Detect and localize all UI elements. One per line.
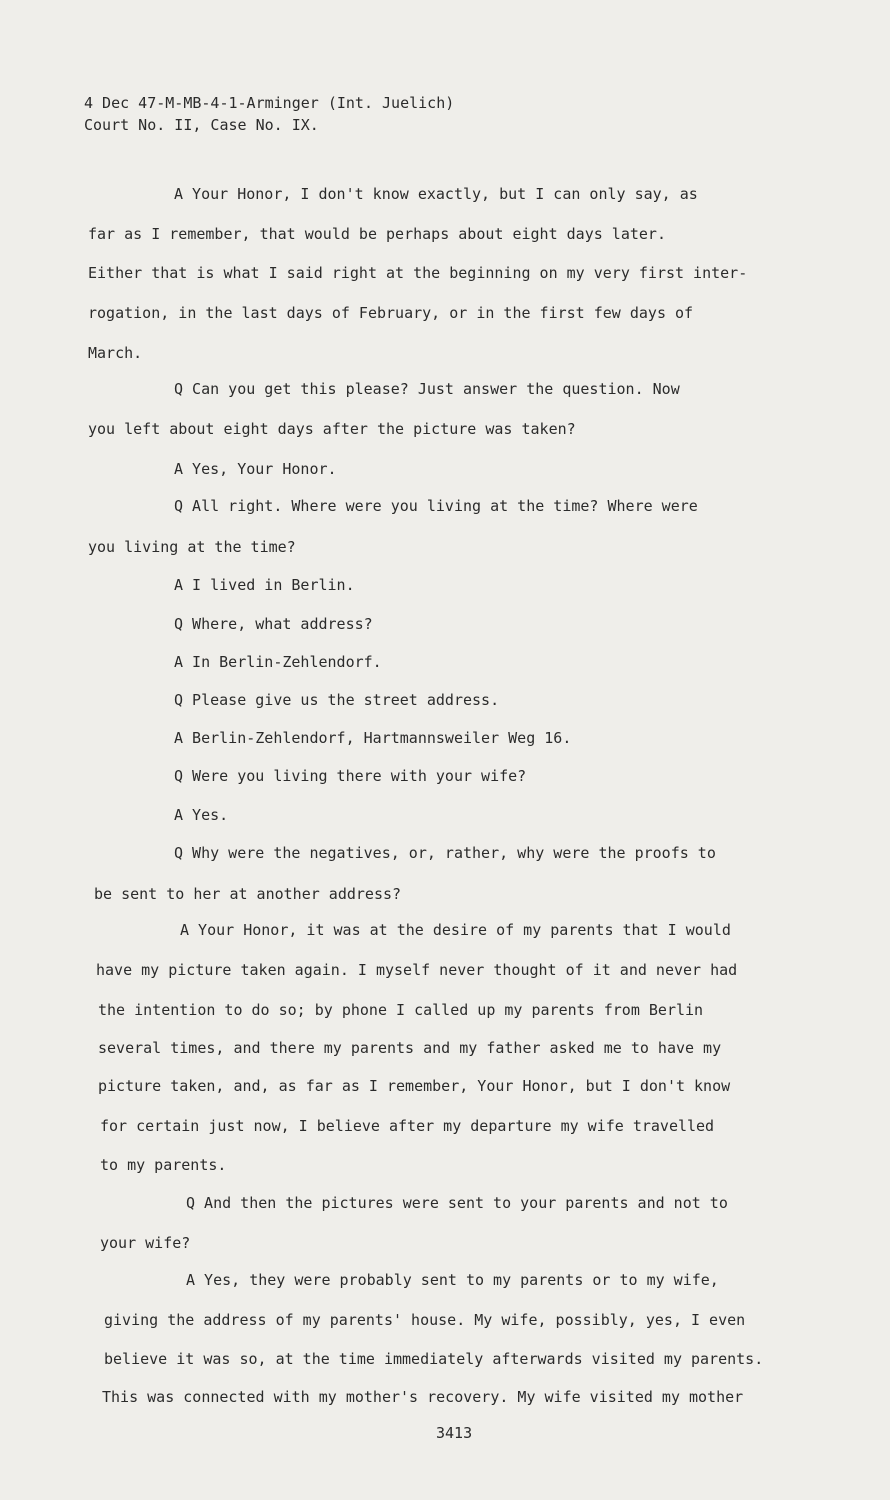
text-line: you left about eight days after the picture was taken?: [88, 420, 576, 438]
text-line: have my picture taken again. I myself never thought of it and never had: [96, 961, 738, 979]
text-line: A Yes, Your Honor.: [174, 460, 337, 478]
text-line: Q Please give us the street address.: [174, 691, 500, 709]
text-line: March.: [88, 344, 143, 362]
text-line: you living at the time?: [88, 538, 296, 556]
text-line: Q Were you living there with your wife?: [174, 767, 527, 785]
text-line: Q All right. Where were you living at the time? Where were: [174, 497, 698, 515]
text-line: the intention to do so; by phone I called up my parents from Berlin: [98, 1001, 704, 1019]
text-line: A Yes.: [174, 806, 229, 824]
text-line: several times, and there my parents and my father asked me to have my: [98, 1039, 722, 1057]
text-line: your wife?: [100, 1234, 191, 1252]
text-line: rogation, in the last days of February, or in the first few days of: [88, 304, 694, 322]
text-line: to my parents.: [100, 1156, 227, 1174]
text-line: A Berlin-Zehlendorf, Hartmannsweiler Weg 16.: [174, 729, 572, 747]
text-line: picture taken, and, as far as I remember, Your Honor, but I don't know: [98, 1077, 731, 1095]
text-line: Q Why were the negatives, or, rather, why were the proofs to: [174, 844, 716, 862]
page-header: [84, 92, 454, 136]
text-line: A Yes, they were probably sent to my parents or to my wife,: [186, 1271, 719, 1289]
text-line: Q Can you get this please? Just answer the question. Now: [174, 380, 680, 398]
text-line: far as I remember, that would be perhaps about eight days later.: [88, 225, 666, 243]
text-line: A In Berlin-Zehlendorf.: [174, 653, 382, 671]
text-line: Q Where, what address?: [174, 615, 373, 633]
text-line: Q And then the pictures were sent to your parents and not to: [186, 1194, 728, 1212]
text-line: be sent to her at another address?: [94, 885, 402, 903]
header-line-1: 4 Dec 47-M-MB-4-1-Arminger (Int. Juelich): [84, 94, 455, 112]
header-line-2: Court No. II, Case No. IX.: [84, 116, 319, 134]
text-line: Either that is what I said right at the beginning on my very first inter-: [88, 264, 748, 282]
text-line: believe it was so, at the time immediately afterwards visited my parents.: [104, 1350, 764, 1368]
text-line: This was connected with my mother's recovery. My wife visited my mother: [102, 1388, 744, 1406]
text-line: for certain just now, I believe after my departure my wife travelled: [100, 1117, 715, 1135]
text-line: A Your Honor, it was at the desire of my parents that I would: [180, 921, 731, 939]
text-line: giving the address of my parents' house. My wife, possibly, yes, I even: [104, 1311, 746, 1329]
text-line: A I lived in Berlin.: [174, 576, 355, 594]
text-line: A Your Honor, I don't know exactly, but I can only say, as: [174, 185, 698, 203]
page-number: 3413: [436, 1424, 473, 1442]
